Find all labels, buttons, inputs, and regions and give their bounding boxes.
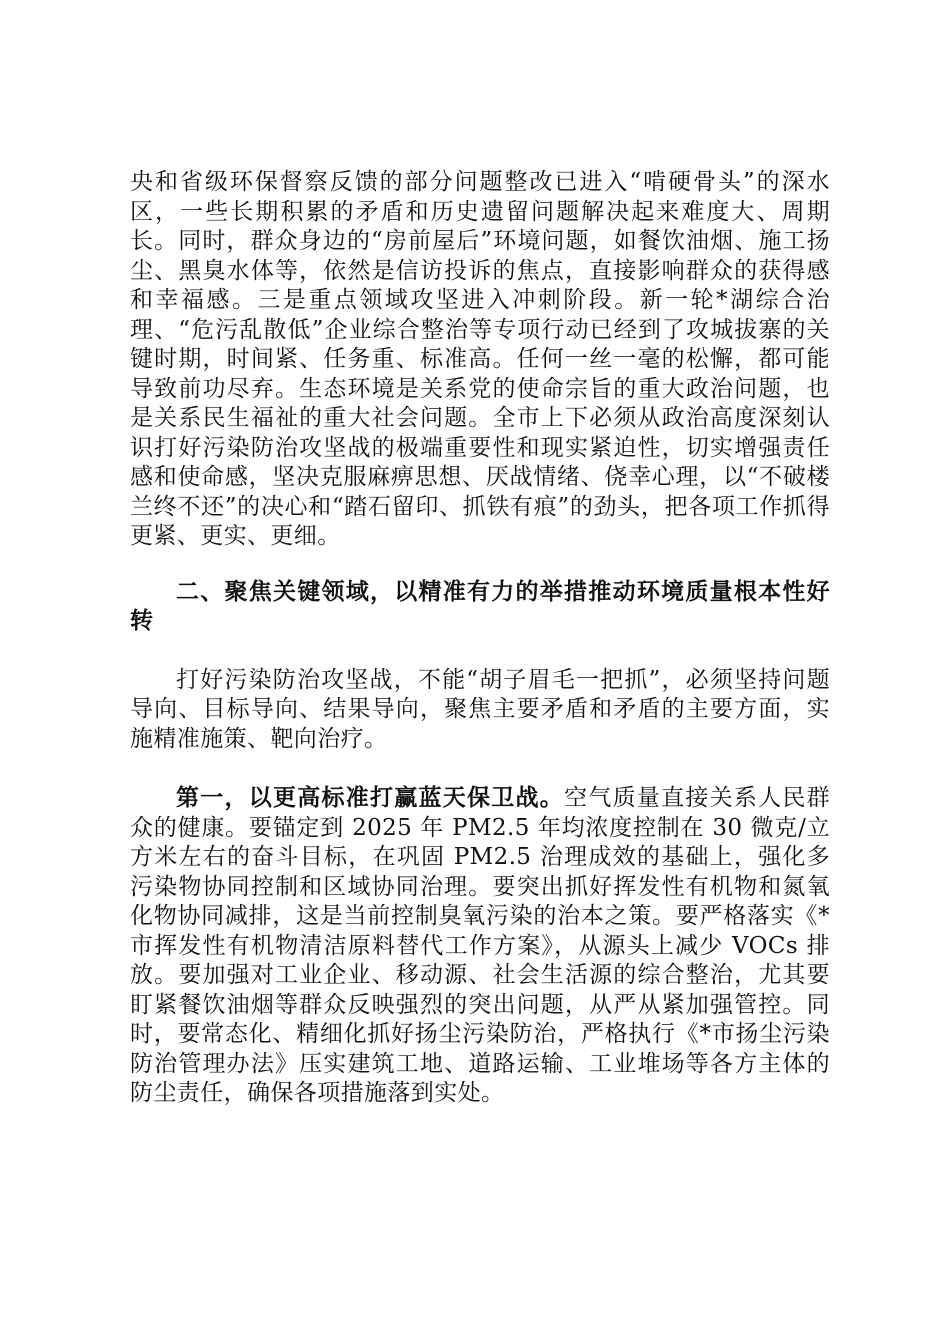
spacer	[130, 552, 830, 577]
paragraph-3-body: 空气质量直接关系人民群众的健康。要锚定到 2025 年 PM2.5 年均浓度控制在 30 微克/立方米左右的奋斗目标，在巩固 PM2.5 治理成效的基础上，强化多污染物协同控制和区域协同治理。要突出抓好挥发性有机物和氮氧化物协同减排，这是当前控制臭氧污染的治本之策。要严格落实《*市挥发性有机物清洁原料替代工作方案》，从源头上减少 VOCs 排放。要加强对工业企业、移动源、社会生活源的综合整治，尤其要盯紧餐饮油烟等群众反映强烈的突出问题，从严从紧加强管控。同时，要常态化、精细化抓好扬尘污染防治，严格执行《*市扬尘污染防治管理办法》压实建筑工地、道路运输、工业堆场等各方主体的防尘责任，确保各项措施落到实处。	[130, 785, 830, 1106]
paragraph-3-lead: 第一，以更高标准打赢蓝天保卫战。	[176, 784, 565, 811]
paragraph-3	[130, 783, 830, 1109]
document-page	[130, 168, 830, 1109]
paragraph-2: 打好污染防治攻坚战，不能“胡子眉毛一把抓”，必须坚持问题导向、目标导向、结果导向，聚焦主要矛盾和矛盾的主要方面，实施精准施策、靶向治疗。	[130, 666, 830, 752]
spacer	[130, 636, 830, 666]
section-heading-2: 二、聚焦关键领域，以精准有力的举措推动环境质量根本性好转	[130, 577, 830, 634]
paragraph-1: 央和省级环保督察反馈的部分问题整改已进入“啃硬骨头”的深水区，一些长期积累的矛盾和历史遗留问题解决起来难度大、周期长。同时，群众身边的“房前屋后”环境问题，如餐饮油烟、施工扬尘、黑臭水体等，依然是信访投诉的焦点，直接影响群众的获得感和幸福感。三是重点领域攻坚进入冲刺阶段。新一轮*湖综合治理、“危污乱散低”企业综合整治等专项行动已经到了攻城拔寨的关键时期，时间紧、任务重、标准高。任何一丝一毫的松懈，都可能导致前功尽弃。生态环境是关系党的使命宗旨的重大政治问题，也是关系民生福祉的重大社会问题。全市上下必须从政治高度深刻认识打好污染防治攻坚战的极端重要性和现实紧迫性，切实增强责任感和使命感，坚决克服麻痹思想、厌战情绪、侥幸心理，以“不破楼兰终不还”的决心和“踏石留印、抓铁有痕”的劲头，把各项工作抓得更紧、更实、更细。	[130, 169, 830, 549]
spacer	[130, 754, 830, 783]
